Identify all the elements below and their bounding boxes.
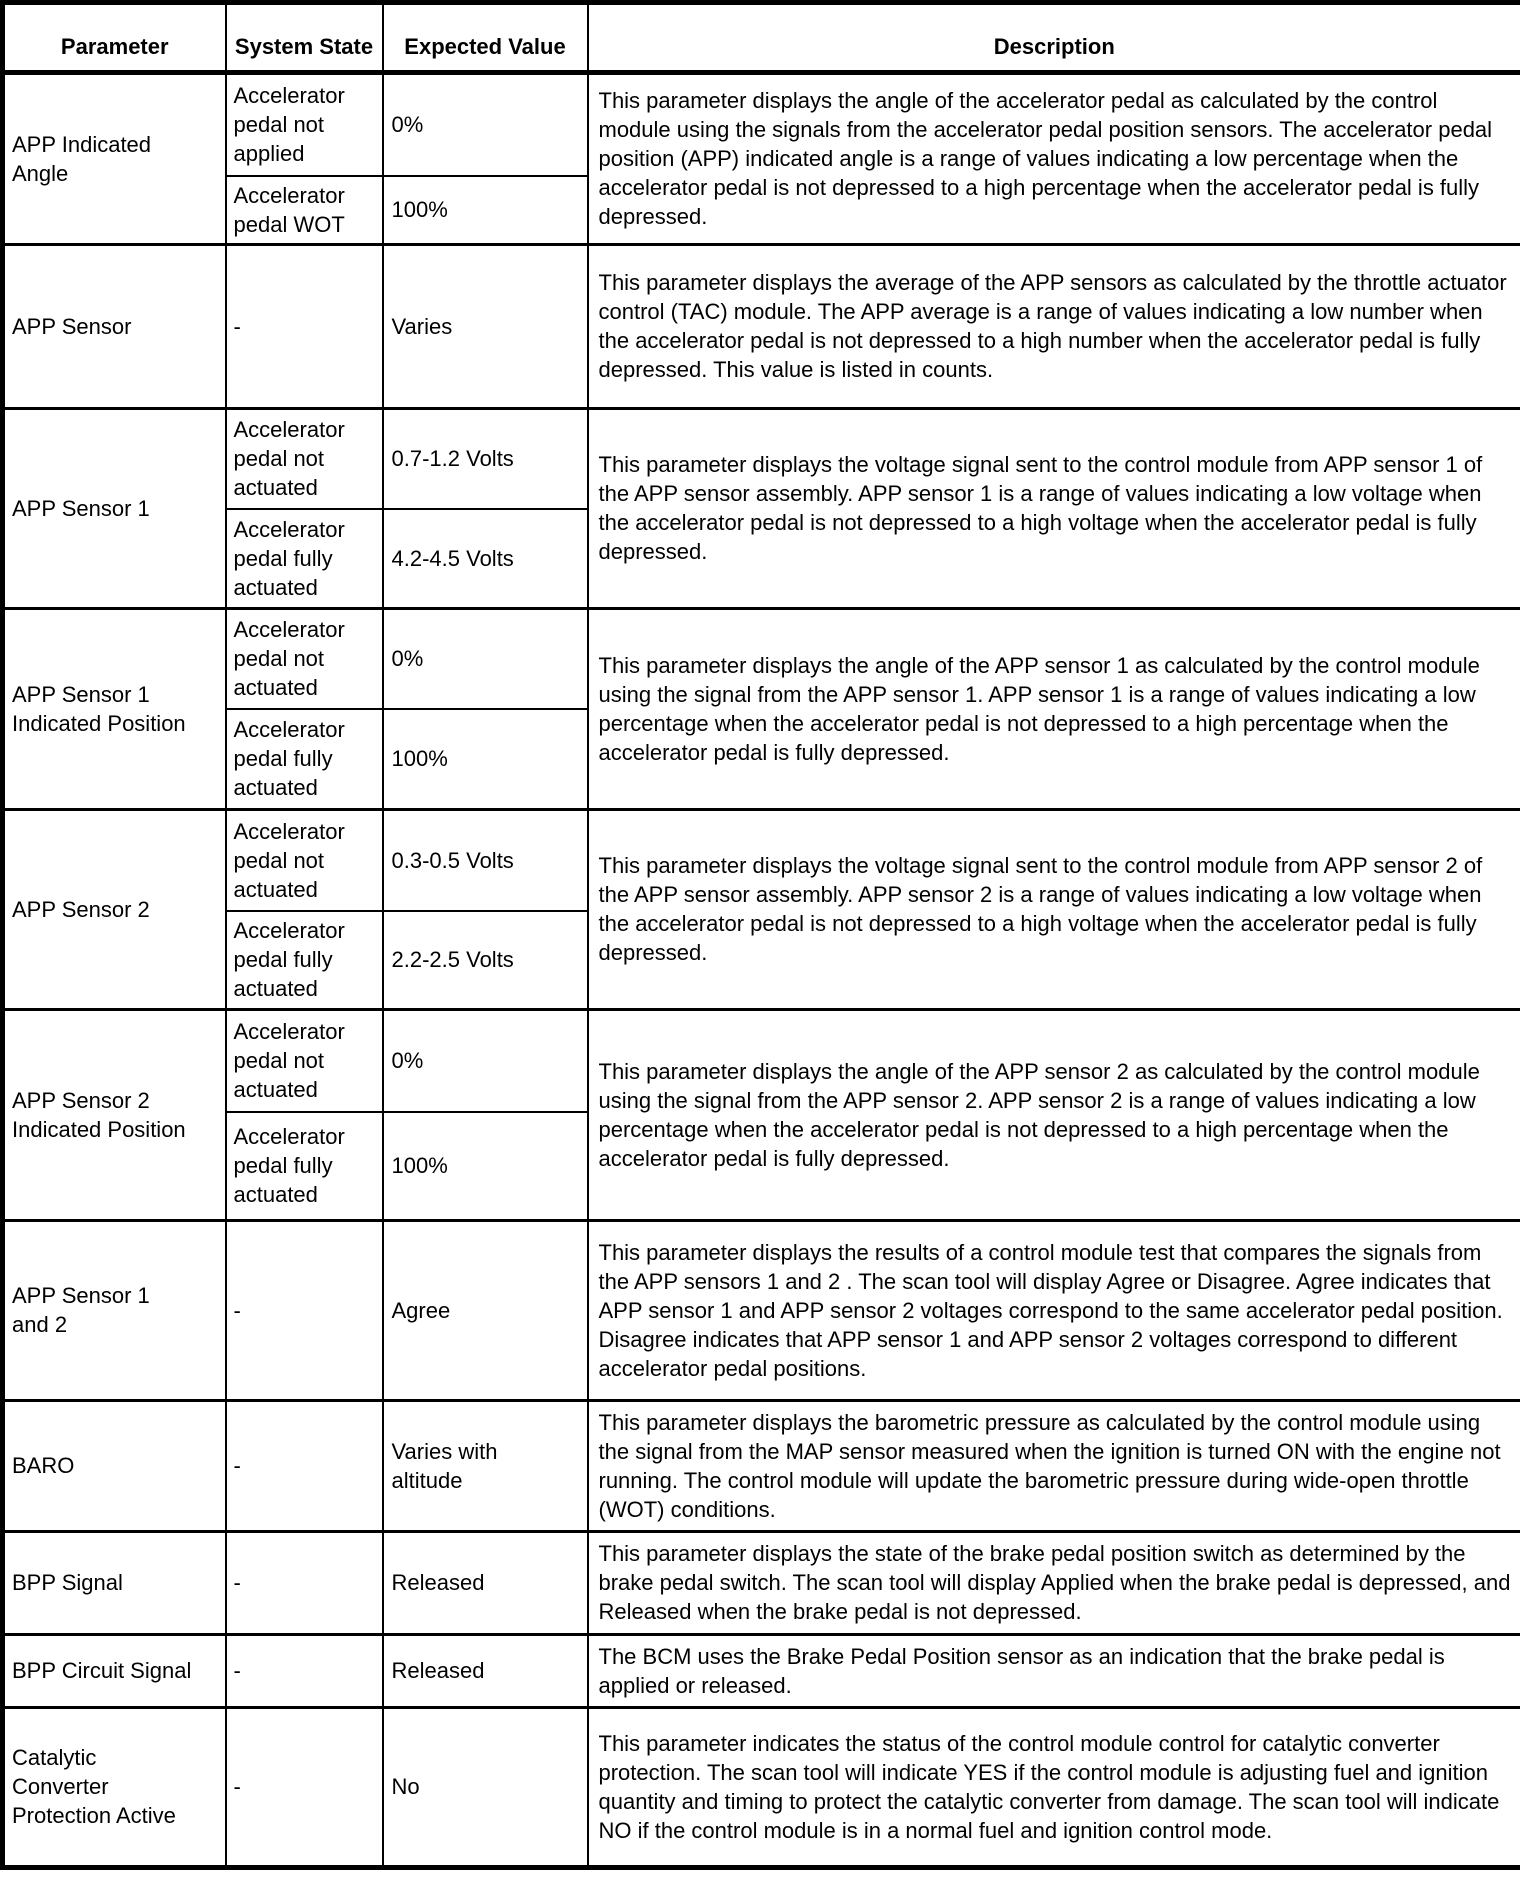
parameter-cell: APP Sensor [3,244,226,408]
system-state-cell: - [226,1531,383,1634]
description-cell: This parameter displays the angle of the accelerator pedal as calculated by the control module using the signals from the accelerator pedal position sensors. The accelerator pedal position (APP) indicated angle is a range of values indicating a low percentage when the accelerator pedal is not depressed to a high percentage when the accelerator pedal is fully depressed. [588,73,1520,245]
expected-value-cell: Varies with altitude [383,1400,588,1531]
description-cell: This parameter displays the average of the APP sensors as calculated by the throttle actuator control (TAC) module. The APP average is a range of values indicating a low number when the accelerator pedal is not depressed to a high number when the accelerator pedal is fully depressed. This value is listed in counts. [588,244,1520,408]
system-state-cell: - [226,1400,383,1531]
system-state-cell: Accelerator pedal fully actuated [226,709,383,809]
expected-value-cell: 100% [383,176,588,245]
expected-value-cell: Released [383,1634,588,1707]
parameter-cell: APP Indicated Angle [3,73,226,245]
table-row [3,1531,1520,1634]
expected-value-cell: 0% [383,608,588,709]
table-row [3,1634,1520,1707]
system-state-cell: Accelerator pedal WOT [226,176,383,245]
table-row [3,809,1520,911]
description-cell: This parameter displays the barometric pressure as calculated by the control module using the signal from the MAP sensor measured when the ignition is turned ON with the engine not running. The control module will update the barometric pressure during wide-open throttle (WOT) conditions. [588,1400,1520,1531]
expected-value-cell: 0% [383,1009,588,1112]
table-row [3,1220,1520,1400]
column-header-system-state: System State [226,3,383,73]
expected-value-cell: Agree [383,1220,588,1400]
system-state-cell: Accelerator pedal not actuated [226,608,383,709]
table-row [3,1400,1520,1531]
system-state-cell: - [226,1707,383,1867]
table-row [3,1009,1520,1112]
system-state-cell: Accelerator pedal not actuated [226,809,383,911]
column-header-parameter: Parameter [3,3,226,73]
description-cell: The BCM uses the Brake Pedal Position sensor as an indication that the brake pedal is applied or released. [588,1634,1520,1707]
description-cell: This parameter displays the state of the brake pedal position switch as determined by the brake pedal switch. The scan tool will display Applied when the brake pedal is depressed, and Released when the brake pedal is not depressed. [588,1531,1520,1634]
expected-value-cell: Varies [383,244,588,408]
expected-value-cell: No [383,1707,588,1867]
description-cell: This parameter displays the voltage signal sent to the control module from APP sensor 2 of the APP sensor assembly. APP sensor 2 is a range of values indicating a low voltage when the accelerator pedal is not depressed to a high voltage when the accelerator pedal is fully depressed. [588,809,1520,1009]
expected-value-cell: 100% [383,709,588,809]
description-cell: This parameter indicates the status of the control module control for catalytic converter protection. The scan tool will indicate YES if the control module is adjusting fuel and ignition quantity and timing to protect the catalytic converter from damage. The scan tool will indicate NO if the control module is in a normal fuel and ignition control mode. [588,1707,1520,1867]
column-header-description: Description [588,3,1520,73]
parameter-cell: APP Sensor 2 [3,809,226,1009]
description-cell: This parameter displays the angle of the APP sensor 1 as calculated by the control module using the signal from the APP sensor 1. APP sensor 1 is a range of values indicating a low percentage when the accelerator pedal is not depressed to a high percentage when the accelerator pedal is fully depressed. [588,608,1520,809]
header-row [3,3,1520,73]
table-row [3,1707,1520,1867]
expected-value-cell: 4.2-4.5 Volts [383,509,588,608]
expected-value-cell: 100% [383,1112,588,1220]
system-state-cell: - [226,244,383,408]
expected-value-cell: Released [383,1531,588,1634]
parameter-cell: Catalytic Converter Protection Active [3,1707,226,1867]
expected-value-cell: 2.2-2.5 Volts [383,911,588,1009]
system-state-cell: Accelerator pedal not actuated [226,1009,383,1112]
description-cell: This parameter displays the results of a control module test that compares the signals from the APP sensors 1 and 2 . The scan tool will display Agree or Disagree. Agree indicates that APP sensor 1 and APP sensor 2 voltages correspond to the same accelerator pedal position. Disagree indicates that APP sensor 1 and APP sensor 2 voltages correspond to different accelerator pedal positions. [588,1220,1520,1400]
system-state-cell: Accelerator pedal not applied [226,73,383,176]
table-row [3,73,1520,176]
column-header-expected-value: Expected Value [383,3,588,73]
table-row [3,408,1520,509]
parameter-cell: APP Sensor 1 and 2 [3,1220,226,1400]
system-state-cell: - [226,1634,383,1707]
description-cell: This parameter displays the angle of the APP sensor 2 as calculated by the control module using the signal from the APP sensor 2. APP sensor 2 is a range of values indicating a low percentage when the accelerator pedal is not depressed to a high percentage when the accelerator pedal is fully depressed. [588,1009,1520,1220]
system-state-cell: Accelerator pedal fully actuated [226,911,383,1009]
parameter-cell: BARO [3,1400,226,1531]
table-row [3,244,1520,408]
parameter-cell: BPP Signal [3,1531,226,1634]
system-state-cell: Accelerator pedal not actuated [226,408,383,509]
parameter-cell: APP Sensor 1 Indicated Position [3,608,226,809]
system-state-cell: - [226,1220,383,1400]
expected-value-cell: 0% [383,73,588,176]
parameter-cell: APP Sensor 1 [3,408,226,608]
table-row [3,608,1520,709]
parameter-cell: APP Sensor 2 Indicated Position [3,1009,226,1220]
expected-value-cell: 0.3-0.5 Volts [383,809,588,911]
expected-value-cell: 0.7-1.2 Volts [383,408,588,509]
description-cell: This parameter displays the voltage signal sent to the control module from APP sensor 1 of the APP sensor assembly. APP sensor 1 is a range of values indicating a low voltage when the accelerator pedal is not depressed to a high voltage when the accelerator pedal is fully depressed. [588,408,1520,608]
system-state-cell: Accelerator pedal fully actuated [226,1112,383,1220]
parameter-cell: BPP Circuit Signal [3,1634,226,1707]
system-state-cell: Accelerator pedal fully actuated [226,509,383,608]
